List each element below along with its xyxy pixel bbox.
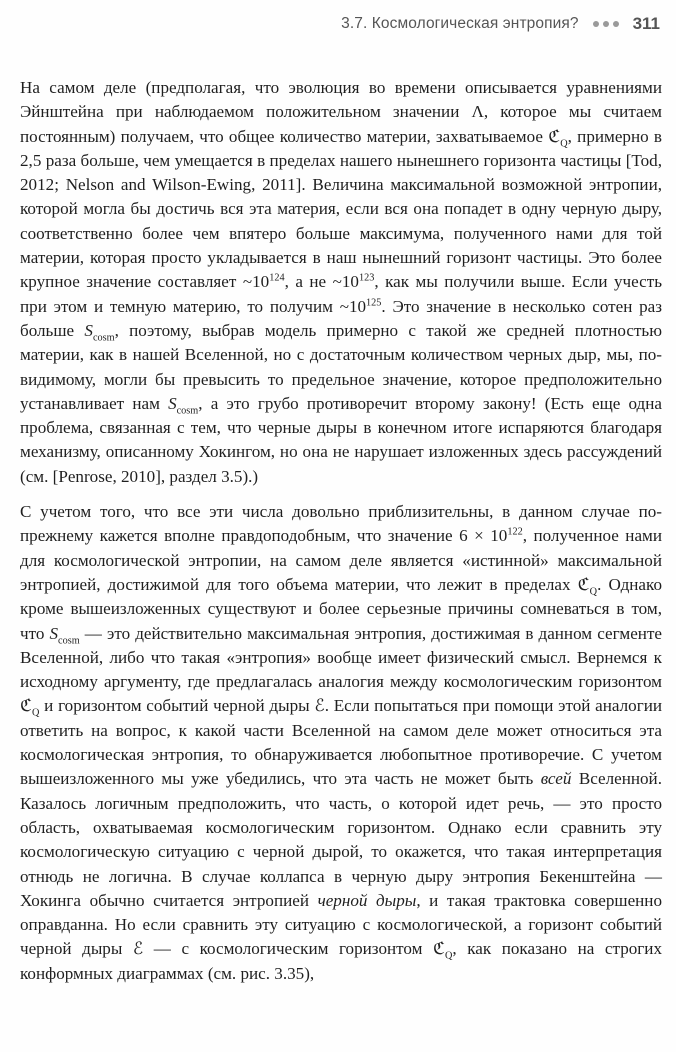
text-run: cosm <box>92 332 115 344</box>
text-run: всей <box>540 769 572 789</box>
body-text <box>20 76 662 986</box>
text-run: На самом деле (предполагая, что эволюция во времени описывается уравнениями Эйнштейна при наблюдаемом положительном значении Λ, которое мы считаем постоянным) получаем, что общее количество материи, захватываемое <box>20 78 662 146</box>
dot <box>593 21 599 27</box>
text-run: — это действительно максимальная энтропия, достижимая в данном сегменте Вселенной, либо что такая «энтропия» вообще имеет физический смысл. Вернемся к исходному аргументу, где предлагалась аналогия между космологическим горизонтом <box>20 623 662 692</box>
paragraph-1 <box>20 76 662 489</box>
text-run: . Это значение в несколько сотен раз больше <box>20 296 662 340</box>
text-run: 122 <box>507 526 523 538</box>
text-run: ℭ <box>548 126 561 146</box>
text-run: 123 <box>358 272 375 284</box>
section-title: 3.7. Космологическая энтропия? <box>341 15 579 32</box>
text-run: S <box>168 393 177 413</box>
text-run: , как мы получили выше. Если учесть при этом и темную материю, то получим ~10 <box>20 272 662 316</box>
text-run: черной дыры <box>317 890 417 910</box>
text-run: cosm <box>176 405 199 417</box>
text-run: cosm <box>58 634 80 646</box>
text-run: Q <box>32 707 40 719</box>
text-run: Q <box>445 950 453 962</box>
text-run: , полученное нами для космологической энтропии, на самом деле является «истинной» максимальной энтропией, достижимой для того объема материи, что лежит в пределах <box>20 526 662 594</box>
text-run: С учетом того, что все эти числа довольно приблизительны, в данном случае по-прежнему кажется вполне правдоподобным, что значение 6 × 10 <box>20 502 662 546</box>
text-run: S <box>49 623 59 643</box>
text-run: Вселенной. Казалось логичным предположить, что часть, о которой идет речь, — это просто область, охватываемая космологическим горизонтом. Однако если сравнить эту космологическую ситуацию с черной дырой, то окажется, что такая интерпретация отнюдь не логична. В случае коллапса в черную дыру энтропия Бекенштейна — Хокинга обычно считается энтропией <box>20 769 662 910</box>
paragraph-2 <box>20 500 662 986</box>
text-run: Q <box>560 138 568 149</box>
text-run: , и такая трактовка совершенно оправданна. Но если сравнить эту ситуацию с космологической, а горизонт событий черной дыры ℰ — с космологическим горизонтом <box>20 890 663 959</box>
text-run: ℭ <box>432 939 446 959</box>
text-run: 124 <box>269 272 285 284</box>
text-run: , а это грубо противоречит второму закону! (Есть еще одна проблема, связанная с тем, что черные дыры в конечном итоге испаряются благодаря механизму, описанному Хокингом, но она не нарушает изложенных здесь рассуждений (см. [Penrose, 2010], раздел 3.5).) <box>20 393 662 486</box>
page-number: 311 <box>632 14 660 33</box>
text-run: ℭ <box>20 696 33 716</box>
text-run: , как показано на строгих конформных диаграммах (см. рис. 3.35), <box>20 939 663 983</box>
text-run: . Однако кроме вышеизложенных существуют и более серьезные причины сомневаться в том, что <box>20 574 662 643</box>
text-run: , примерно в 2,5 раза больше, чем умещается в пределах нашего нынешнего горизонта частицы [Tod, 2012; Nelson and Wilson-Ewing, 2011]. Величина максимальной возможной энтропии, которой могла бы достичь вся эта материя, если вся она попадет в одну черную дыру, соответственно более чем впятеро больше максимума, полученного нами для той материи, которая просто укладывается в наш нынешний горизонт частицы. Это более крупное значение составляет ~10 <box>20 126 663 292</box>
text-run: , а не ~10 <box>284 272 359 292</box>
dot <box>613 21 619 27</box>
text-run: Q <box>589 586 598 598</box>
ellipsis-dots-icon <box>593 21 619 27</box>
text-run: S <box>84 320 93 340</box>
text-run: и горизонтом событий черной дыры ℰ. Если попытаться при помощи этой аналогии ответить на вопрос, к какой части Вселенной на самом деле может относиться эта космологическая энтропия, то обнаруживается любопытное противоречие. С учетом вышеизложенного мы уже убедились, что эта часть не может быть <box>20 696 662 789</box>
text-run: , поэтому, выбрав модель примерно с такой же средней плотностью материи, как в нашей Вселенной, но с достаточным количеством черных дыр, мы, по-видимому, могли бы превысить то предельное значение, которое предположительно устанавливает нам <box>20 320 662 413</box>
dot <box>603 21 609 27</box>
text-run: 125 <box>366 296 382 308</box>
text-run: ℭ <box>577 574 590 594</box>
running-header <box>341 14 660 34</box>
